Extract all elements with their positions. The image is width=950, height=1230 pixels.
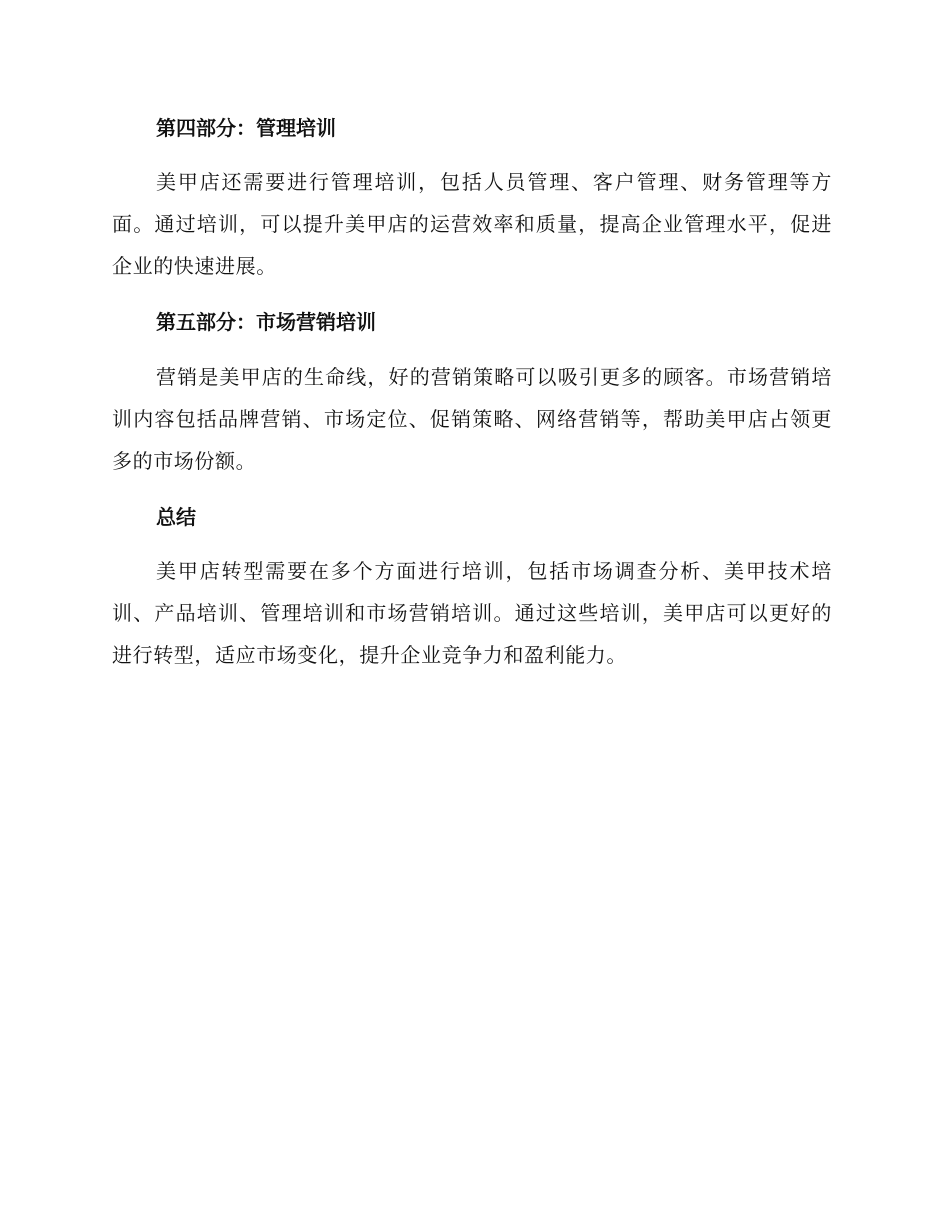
section-body-management-training: 美甲店还需要进行管理培训，包括人员管理、客户管理、财务管理等方面。通过培训，可以提升美甲店的运营效率和质量，提高企业管理水平，促进企业的快速进展。 — [112, 170, 832, 278]
section-heading-marketing-training: 第五部分：市场营销培训 — [156, 310, 376, 334]
section-heading-management-training: 第四部分：管理培训 — [156, 116, 336, 140]
section-body-marketing-training: 营销是美甲店的生命线，好的营销策略可以吸引更多的顾客。市场营销培训内容包括品牌营销、市场定位、促销策略、网络营销等，帮助美甲店占领更多的市场份额。 — [112, 365, 832, 473]
section-heading-summary: 总结 — [156, 505, 196, 529]
section-body-summary: 美甲店转型需要在多个方面进行培训，包括市场调查分析、美甲技术培训、产品培训、管理培训和市场营销培训。通过这些培训，美甲店可以更好的进行转型，适应市场变化，提升企业竞争力和盈利能力。 — [112, 559, 832, 667]
